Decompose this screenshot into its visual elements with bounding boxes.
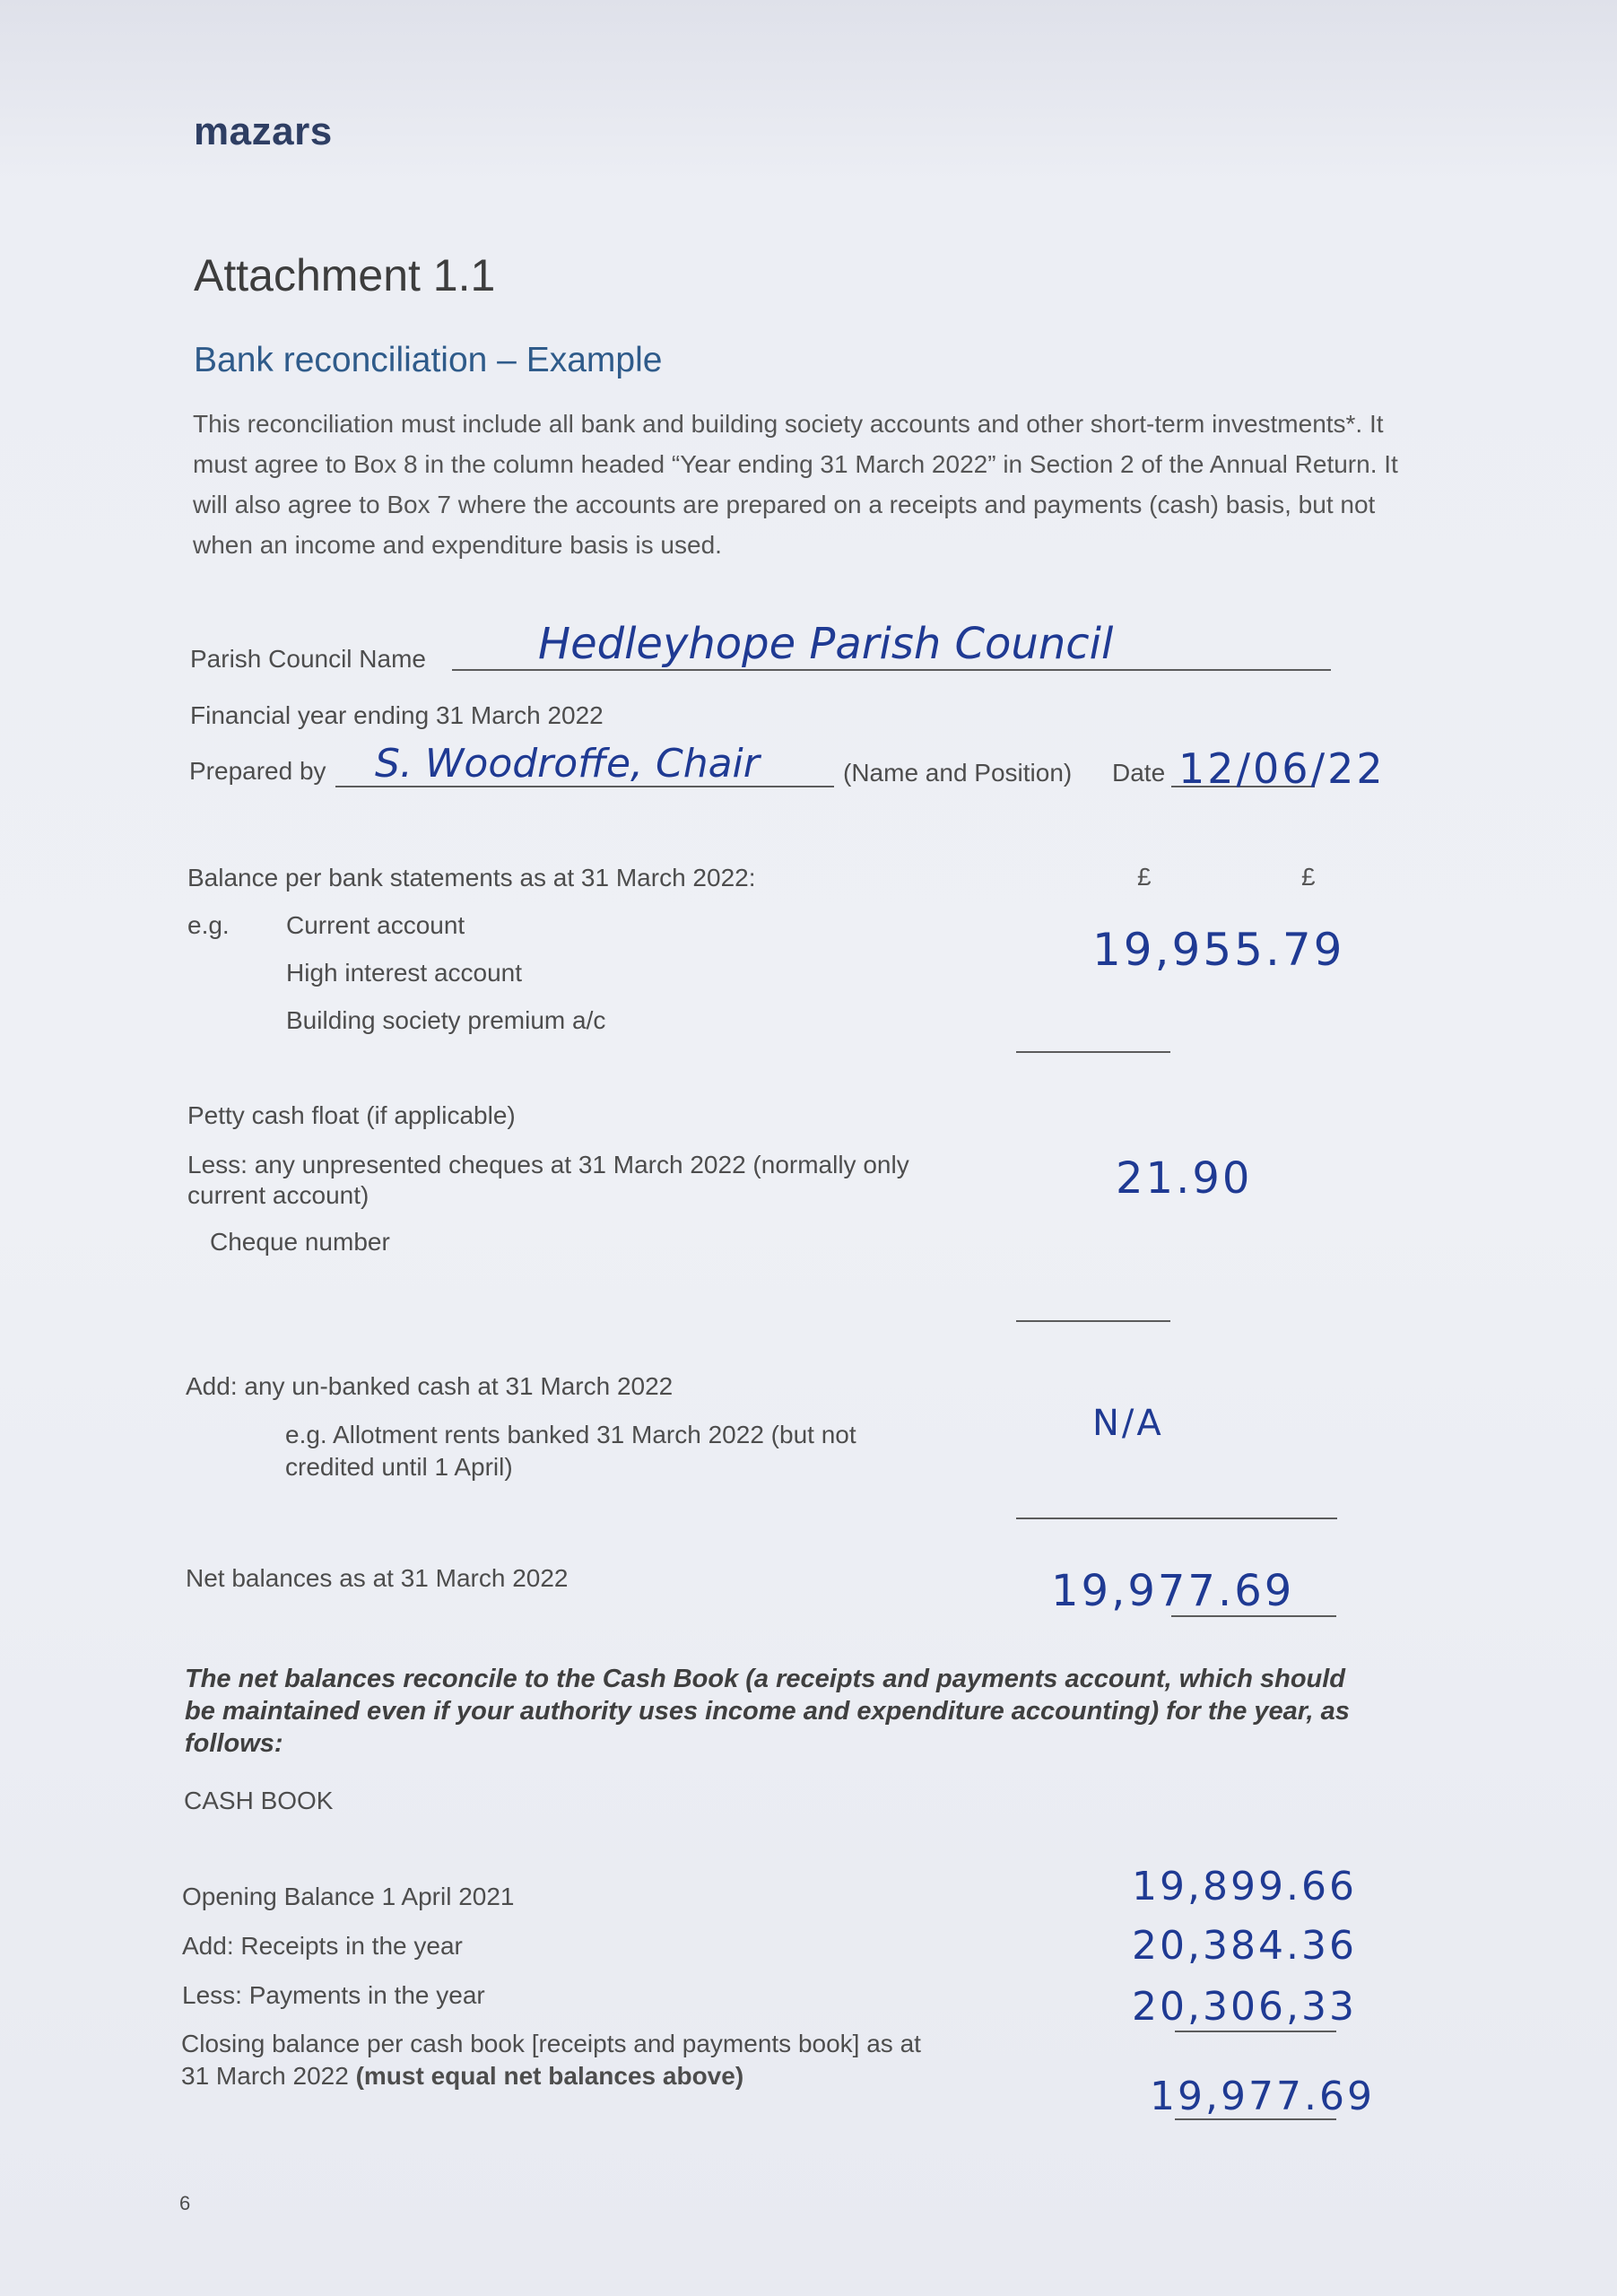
cash-book-heading: CASH BOOK bbox=[184, 1787, 334, 1814]
current-account-label: Current account bbox=[286, 911, 465, 939]
council-name-value: Hedleyhope Parish Council bbox=[538, 619, 1114, 669]
allotment-rents-line-1: e.g. Allotment rents banked 31 March 2022 (but not bbox=[285, 1421, 856, 1448]
cheque-number-label: Cheque number bbox=[210, 1228, 390, 1256]
bank-balance-heading: Balance per bank statements as at 31 March 2022: bbox=[187, 864, 756, 891]
current-account-value: 19,955.79 bbox=[1092, 924, 1345, 976]
unbanked-cash-label: Add: any un-banked cash at 31 March 2022 bbox=[186, 1372, 674, 1400]
closing-balance-date: 31 March 2022 bbox=[181, 2062, 356, 2090]
payments-label: Less: Payments in the year bbox=[182, 1981, 485, 2009]
net-balances-value: 19,977.69 bbox=[1051, 1566, 1295, 1616]
unbanked-subtotal-line bbox=[1016, 1518, 1337, 1519]
building-society-label: Building society premium a/c bbox=[286, 1006, 606, 1034]
reconcile-note: The net balances reconcile to the Cash Book (a receipts and payments account, which should be maintained even if your authority uses income and expenditure accounting) for the year, as follows: bbox=[185, 1665, 1350, 1758]
closing-balance-line bbox=[1175, 2118, 1336, 2120]
unbanked-cash-value: N/A bbox=[1092, 1403, 1164, 1444]
date-label: Date bbox=[1112, 759, 1166, 787]
currency-column-1: £ bbox=[1137, 863, 1152, 891]
council-name-label: Parish Council Name bbox=[190, 645, 426, 673]
page-title: Attachment 1.1 bbox=[194, 250, 496, 300]
unpresented-cheques-label bbox=[187, 1150, 909, 1211]
payments-value: 20,306,33 bbox=[1132, 1984, 1357, 2030]
cheques-subtotal-line bbox=[1016, 1320, 1170, 1322]
date-value: 12/06/22 bbox=[1178, 744, 1386, 793]
high-interest-label: High interest account bbox=[286, 959, 523, 987]
closing-balance-label bbox=[181, 2028, 921, 2092]
closing-balance-note: (must equal net balances above) bbox=[355, 2062, 744, 2090]
opening-balance-label: Opening Balance 1 April 2021 bbox=[182, 1883, 515, 1910]
bank-subtotal-line bbox=[1016, 1051, 1170, 1053]
payments-line bbox=[1175, 2031, 1336, 2032]
mazars-logo: mazars bbox=[194, 109, 333, 153]
page-number: 6 bbox=[179, 2192, 191, 2214]
receipts-value: 20,384.36 bbox=[1132, 1923, 1357, 1969]
eg-label: e.g. bbox=[187, 911, 230, 939]
unpresented-cheques-line-2: current account) bbox=[187, 1181, 369, 1209]
allotment-rents-label bbox=[285, 1419, 856, 1483]
prepared-by-label: Prepared by bbox=[189, 757, 326, 785]
net-balances-line bbox=[1171, 1615, 1336, 1617]
closing-balance-line-1: Closing balance per cash book [receipts and payments book] as at bbox=[181, 2030, 921, 2057]
receipts-label: Add: Receipts in the year bbox=[182, 1932, 463, 1960]
opening-balance-value: 19,899.66 bbox=[1132, 1864, 1357, 1909]
intro-paragraph: This reconciliation must include all bank and building society accounts and other short-term investments*. It must agree to Box 8 in the column headed “Year ending 31 March 2022” in Section 2 of the Annual Return. It will also agree to Box 7 where the accounts are prepared on a receipts and payments (cash) basis, but not when an income and expenditure basis is used. bbox=[193, 410, 1398, 559]
currency-column-2: £ bbox=[1301, 863, 1316, 891]
closing-balance-line-2 bbox=[181, 2060, 921, 2092]
unpresented-cheques-line-1: Less: any unpresented cheques at 31 March 2022 (normally only bbox=[187, 1151, 909, 1178]
allotment-rents-line-2: credited until 1 April) bbox=[285, 1453, 513, 1481]
prepared-by-value: S. Woodroffe, Chair bbox=[375, 741, 760, 787]
name-position-label: (Name and Position) bbox=[843, 759, 1073, 787]
council-name-line bbox=[452, 669, 1331, 671]
page-subtitle: Bank reconciliation – Example bbox=[194, 341, 663, 379]
petty-cash-label: Petty cash float (if applicable) bbox=[187, 1101, 516, 1129]
closing-balance-value: 19,977.69 bbox=[1150, 2074, 1375, 2119]
financial-year-label: Financial year ending 31 March 2022 bbox=[190, 701, 604, 729]
petty-cash-value: 21.90 bbox=[1116, 1153, 1253, 1204]
net-balances-label: Net balances as at 31 March 2022 bbox=[186, 1564, 569, 1592]
